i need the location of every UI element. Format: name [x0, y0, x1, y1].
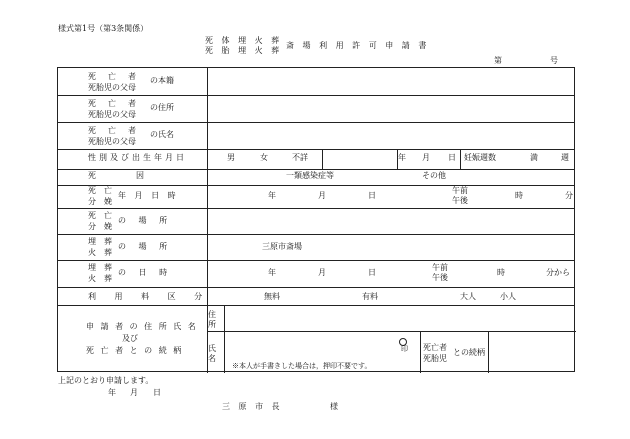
footer-day: 日 [153, 388, 161, 397]
shimei-suffix: の氏名 [150, 130, 174, 139]
basho-label: 死 亡 分 娩 [88, 211, 112, 231]
death-minute-label: 分 [565, 191, 573, 200]
cremation-place-value: 三原市斎場 [262, 242, 302, 251]
ryokin-label: 利 用 料 区 分 [88, 292, 211, 301]
title-line2: 死 胎 埋 火 葬 [205, 46, 283, 55]
shiin-label: 死 因 [88, 171, 144, 180]
death-am[interactable]: 午前 [452, 186, 468, 195]
birth-year-label: 年 [398, 153, 406, 162]
page-title: 斎 場 利 用 許 可 申 請 書 [286, 41, 430, 50]
form-number: 様式第1号（第3条関係） [58, 24, 149, 33]
relation-label: 死亡者 死胎児 [423, 343, 447, 363]
footer-month: 月 [130, 388, 138, 397]
applicant-address-field[interactable] [226, 306, 572, 330]
death-year-label: 年 [268, 191, 276, 200]
weeks-label: 週 [561, 153, 569, 162]
jusho-label: 死 亡 者 死胎児の父母 [88, 99, 138, 119]
maiso-nichiji-label: 埋 葬 火 葬 [88, 263, 112, 283]
seal-label: 印 [401, 345, 408, 353]
application-statement: 上記のとおり申請します。 [58, 376, 154, 385]
cause-other[interactable]: その他 [422, 171, 446, 180]
seal-note: ※本人が手書きした場合は，押印不要です。 [232, 362, 372, 370]
cremation-day-label: 日 [368, 268, 376, 277]
cremation-am[interactable]: 午前 [432, 263, 448, 272]
relation-field[interactable] [490, 333, 572, 371]
mayor-title: 三 原 市 長 [222, 402, 283, 411]
cremation-year-label: 年 [268, 268, 276, 277]
applicant-label-line2: 及び [122, 334, 138, 343]
cremation-hour-label: 時 [497, 268, 505, 277]
fee-adult[interactable]: 大人 [460, 292, 476, 301]
applicant-name-label: 氏名 [208, 344, 216, 363]
applicant-address-label: 住所 [208, 310, 216, 329]
sex-female[interactable]: 女 [260, 153, 268, 162]
death-day-label: 日 [368, 191, 376, 200]
cremation-month-label: 月 [318, 268, 326, 277]
maiso-basho-suffix: の 場 所 [118, 242, 173, 251]
shimei-field[interactable] [208, 123, 570, 147]
footer-year: 年 [108, 388, 116, 397]
sex-male[interactable]: 男 [227, 153, 235, 162]
nichiji-label: 死 亡 分 娩 [88, 186, 112, 206]
applicant-label-line1: 申 請 者 の 住 所 氏 名 [86, 322, 198, 331]
cremation-pm[interactable]: 午後 [432, 273, 448, 282]
jusho-suffix: の住所 [150, 103, 174, 112]
relation-suffix: との続柄 [453, 348, 485, 357]
full-term-label: 満 [530, 153, 538, 162]
honseki-field[interactable] [208, 69, 570, 93]
birth-month-label: 月 [422, 153, 430, 162]
basho-suffix: の 場 所 [118, 216, 173, 225]
honorific: 様 [330, 402, 338, 411]
maiso-basho-label: 埋 葬 火 葬 [88, 237, 112, 257]
cause-infectious[interactable]: 一類感染症等 [286, 171, 334, 180]
seibetsu-label: 性別及び出生年月日 [88, 153, 187, 162]
death-hour-label: 時 [515, 191, 523, 200]
gestation-label: 妊娠週数 [464, 153, 496, 162]
fee-child[interactable]: 小人 [500, 292, 516, 301]
sex-unknown[interactable]: 不詳 [292, 153, 308, 162]
birth-day-label: 日 [448, 153, 456, 162]
fee-free[interactable]: 無料 [264, 292, 280, 301]
maiso-nichiji-suffix: の 日 時 [118, 268, 173, 277]
honseki-label: 死 亡 者 死胎児の父母 [88, 72, 138, 92]
title-line1: 死 体 埋 火 葬 [205, 36, 283, 45]
nichiji-suffix: 年 月 日 時 [118, 191, 179, 200]
applicant-label-line3: 死 亡 者 と の 続 柄 [86, 346, 184, 355]
jusho-field[interactable] [208, 96, 570, 120]
cremation-from-minute-label: 分から [546, 268, 570, 277]
shimei-label: 死 亡 者 死胎児の父母 [88, 126, 138, 146]
number-label-dai: 第 [494, 56, 502, 65]
death-pm[interactable]: 午後 [452, 196, 468, 205]
death-month-label: 月 [318, 191, 326, 200]
fee-paid[interactable]: 有料 [362, 292, 378, 301]
death-place-field[interactable] [208, 209, 570, 231]
number-label-go: 号 [550, 56, 558, 65]
honseki-suffix: の本籍 [150, 76, 174, 85]
applicant-name-field[interactable] [226, 333, 396, 359]
